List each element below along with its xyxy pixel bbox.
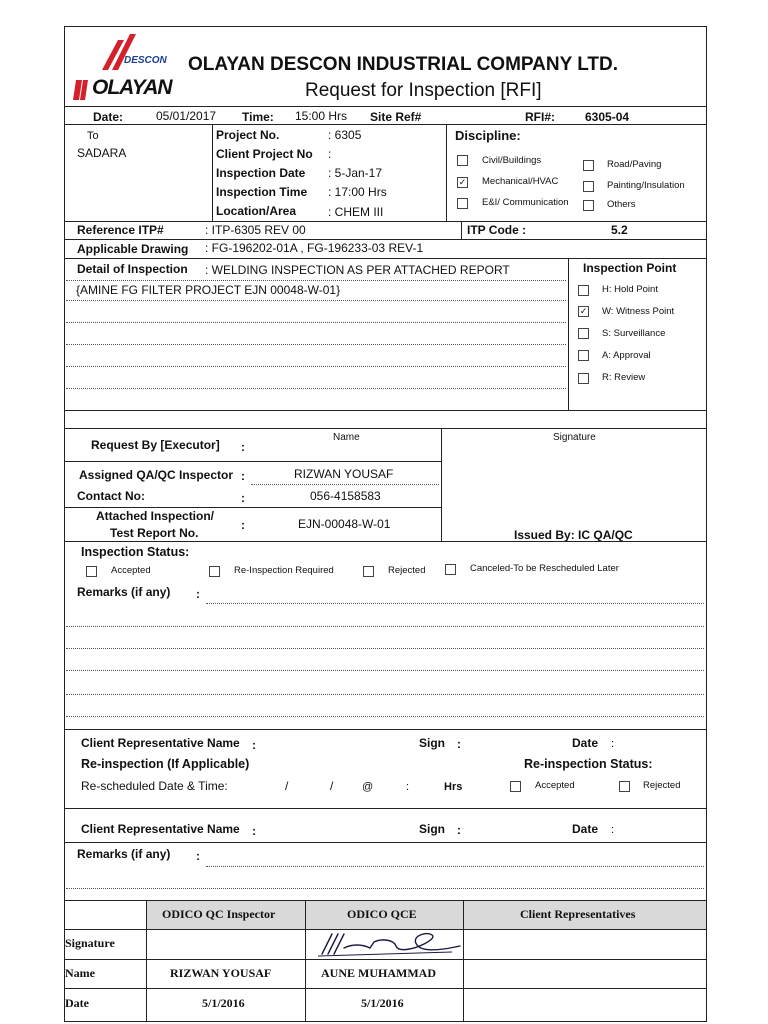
hold-point-label: H: Hold Point — [602, 284, 658, 295]
inspection-time-label: Inspection Time — [216, 185, 308, 199]
client-date-label: Date — [572, 736, 599, 750]
client-sign2-label: Sign — [419, 822, 445, 836]
date-label: Date: — [93, 110, 124, 124]
client-rep-name-label: Client Representative Name — [81, 736, 240, 750]
rescheduled-hrs: Hrs — [444, 781, 463, 793]
reinspection-rejected-checkbox[interactable] — [619, 781, 630, 792]
signoff-row-name: Name — [65, 966, 95, 980]
form-subtitle: Request for Inspection [RFI] — [305, 80, 542, 101]
client-rep2-name-label: Client Representative Name — [81, 822, 240, 836]
reinspection-status-label: Re-inspection Status: — [524, 757, 653, 771]
date-value: 05/01/2017 — [156, 109, 217, 123]
status-rejected-label: Rejected — [388, 565, 426, 576]
client-project-value: : — [328, 147, 332, 161]
request-by-colon: : — [241, 440, 245, 454]
signoff-row-signature: Signature — [65, 936, 115, 950]
to-value: SADARA — [77, 146, 127, 160]
rfi-label: RFI#: — [525, 110, 555, 124]
client-date2-label: Date — [572, 822, 599, 836]
signoff-row-date: Date — [65, 996, 89, 1010]
attached-report-label-2: Test Report No. — [110, 526, 199, 540]
client-sign-colon: : — [457, 737, 461, 751]
reinspection-accepted-checkbox[interactable] — [510, 781, 521, 792]
detail-inspection-value: : WELDING INSPECTION AS PER ATTACHED REPORT — [205, 263, 510, 277]
itp-code-label: ITP Code : — [467, 223, 527, 237]
reinspection-rejected-label: Rejected — [643, 780, 681, 791]
time-label: Time: — [242, 110, 274, 124]
surveillance-checkbox[interactable] — [578, 328, 589, 339]
discipline-road-checkbox[interactable] — [583, 160, 594, 171]
remarks2-label: Remarks (if any) — [77, 847, 171, 861]
client-rep-name-colon: : — [252, 738, 256, 752]
reinspection-label: Re-inspection (If Applicable) — [81, 757, 250, 771]
remarks2-colon: : — [196, 849, 200, 863]
signoff-name-qce: AUNE MUHAMMAD — [321, 966, 436, 980]
reinspection-accepted-label: Accepted — [535, 780, 575, 791]
discipline-road-label: Road/Paving — [607, 159, 662, 170]
applicable-drawing-value: : FG-196202-01A , FG-196233-03 REV-1 — [205, 241, 424, 255]
remarks-label: Remarks (if any) — [77, 585, 171, 599]
discipline-painting-label: Painting/Insulation — [607, 180, 685, 191]
status-canceled-label: Canceled-To be Rescheduled Later — [470, 563, 619, 574]
approval-checkbox[interactable] — [578, 350, 589, 361]
rescheduled-slash-1: / — [285, 779, 289, 793]
to-label: To — [87, 130, 99, 142]
detail-inspection-line2: {AMINE FG FILTER PROJECT EJN 00048-W-01} — [76, 283, 341, 297]
discipline-others-label: Others — [607, 199, 636, 210]
contact-no-label: Contact No: — [77, 489, 145, 503]
location-value: : CHEM III — [328, 205, 384, 219]
discipline-others-checkbox[interactable] — [583, 200, 594, 211]
inspection-date-label: Inspection Date — [216, 166, 306, 180]
site-ref-label: Site Ref# — [370, 110, 422, 124]
client-sign-label: Sign — [419, 736, 445, 750]
approval-label: A: Approval — [602, 350, 651, 361]
signature-column-header: Signature — [553, 432, 596, 443]
client-date2-colon: : — [611, 824, 615, 836]
discipline-ei-label: E&I/ Communication — [482, 197, 569, 208]
discipline-label: Discipline: — [455, 128, 521, 143]
discipline-painting-checkbox[interactable] — [583, 181, 594, 192]
status-accepted-label: Accepted — [111, 565, 151, 576]
discipline-ei-checkbox[interactable] — [457, 198, 468, 209]
location-label: Location/Area — [216, 204, 297, 218]
request-by-label: Request By [Executor] — [91, 438, 220, 452]
logo-olayan-text: OLAYAN — [92, 76, 172, 99]
attached-report-colon: : — [241, 518, 245, 532]
inspection-status-label: Inspection Status: — [81, 545, 190, 559]
review-checkbox[interactable] — [578, 373, 589, 384]
rfi-value: 6305-04 — [585, 110, 630, 124]
signoff-col-odico-qce: ODICO QCE — [347, 907, 417, 921]
signoff-name-inspector: RIZWAN YOUSAF — [170, 966, 272, 980]
name-column-header: Name — [333, 432, 360, 443]
rescheduled-at: @ — [362, 781, 374, 793]
reference-itp-value: : ITP-6305 REV 00 — [205, 223, 306, 237]
inspection-point-label: Inspection Point — [583, 261, 677, 275]
detail-inspection-label: Detail of Inspection — [77, 262, 188, 276]
rescheduled-slash-2: / — [330, 779, 334, 793]
attached-report-value: EJN-00048-W-01 — [298, 517, 391, 531]
assigned-inspector-label: Assigned QA/QC Inspector — [79, 468, 234, 482]
witness-point-checkbox[interactable]: ✓ — [579, 306, 588, 316]
qce-signature — [312, 928, 462, 960]
assigned-inspector-colon: : — [241, 469, 245, 483]
logo-descon-text: DESCON — [124, 55, 167, 66]
inspection-date-value: : 5-Jan-17 — [328, 166, 383, 180]
project-no-value: : 6305 — [328, 128, 362, 142]
discipline-civil-checkbox[interactable] — [457, 155, 468, 166]
client-rep2-name-colon: : — [252, 824, 256, 838]
client-project-label: Client Project No — [216, 147, 313, 161]
status-reinspection-checkbox[interactable] — [209, 566, 220, 577]
witness-point-label: W: Witness Point — [602, 306, 675, 317]
status-canceled-checkbox[interactable] — [445, 564, 456, 575]
status-rejected-checkbox[interactable] — [363, 566, 374, 577]
review-label: R: Review — [602, 372, 646, 383]
issued-by: Issued By: IC QA/QC — [514, 528, 633, 542]
rescheduled-colon: : — [406, 781, 410, 793]
discipline-civil-label: Civil/Buildings — [482, 155, 542, 166]
reference-itp-label: Reference ITP# — [77, 223, 164, 237]
inspection-time-value: : 17:00 Hrs — [328, 185, 387, 199]
remarks-colon: : — [196, 587, 200, 601]
surveillance-label: S: Surveillance — [602, 328, 666, 339]
assigned-inspector-value: RIZWAN YOUSAF — [294, 467, 394, 481]
handwritten-signature-icon — [312, 928, 462, 960]
rescheduled-label: Re-scheduled Date & Time: — [81, 779, 228, 793]
company-name: OLAYAN DESCON INDUSTRIAL COMPANY LTD. — [188, 54, 619, 75]
signoff-col-client-reps: Client Representatives — [520, 907, 636, 921]
signoff-date-inspector: 5/1/2016 — [202, 996, 245, 1010]
status-accepted-checkbox[interactable] — [86, 566, 97, 577]
attached-report-label-1: Attached Inspection/ — [96, 509, 215, 523]
project-no-label: Project No. — [216, 128, 280, 142]
contact-no-colon: : — [241, 491, 245, 505]
hold-point-checkbox[interactable] — [578, 285, 589, 296]
client-sign2-colon: : — [457, 823, 461, 837]
contact-no-value: 056-4158583 — [310, 489, 381, 503]
client-date-colon: : — [611, 738, 615, 750]
discipline-mechanical-label: Mechanical/HVAC — [482, 176, 559, 187]
applicable-drawing-label: Applicable Drawing — [77, 242, 189, 256]
discipline-mechanical-checkbox[interactable]: ✓ — [458, 177, 467, 187]
signoff-col-odico-qc-inspector: ODICO QC Inspector — [162, 907, 276, 921]
status-reinspection-label: Re-Inspection Required — [234, 565, 334, 576]
itp-code-value: 5.2 — [611, 223, 628, 237]
time-value: 15:00 Hrs — [295, 109, 348, 123]
signoff-date-qce: 5/1/2016 — [361, 996, 404, 1010]
